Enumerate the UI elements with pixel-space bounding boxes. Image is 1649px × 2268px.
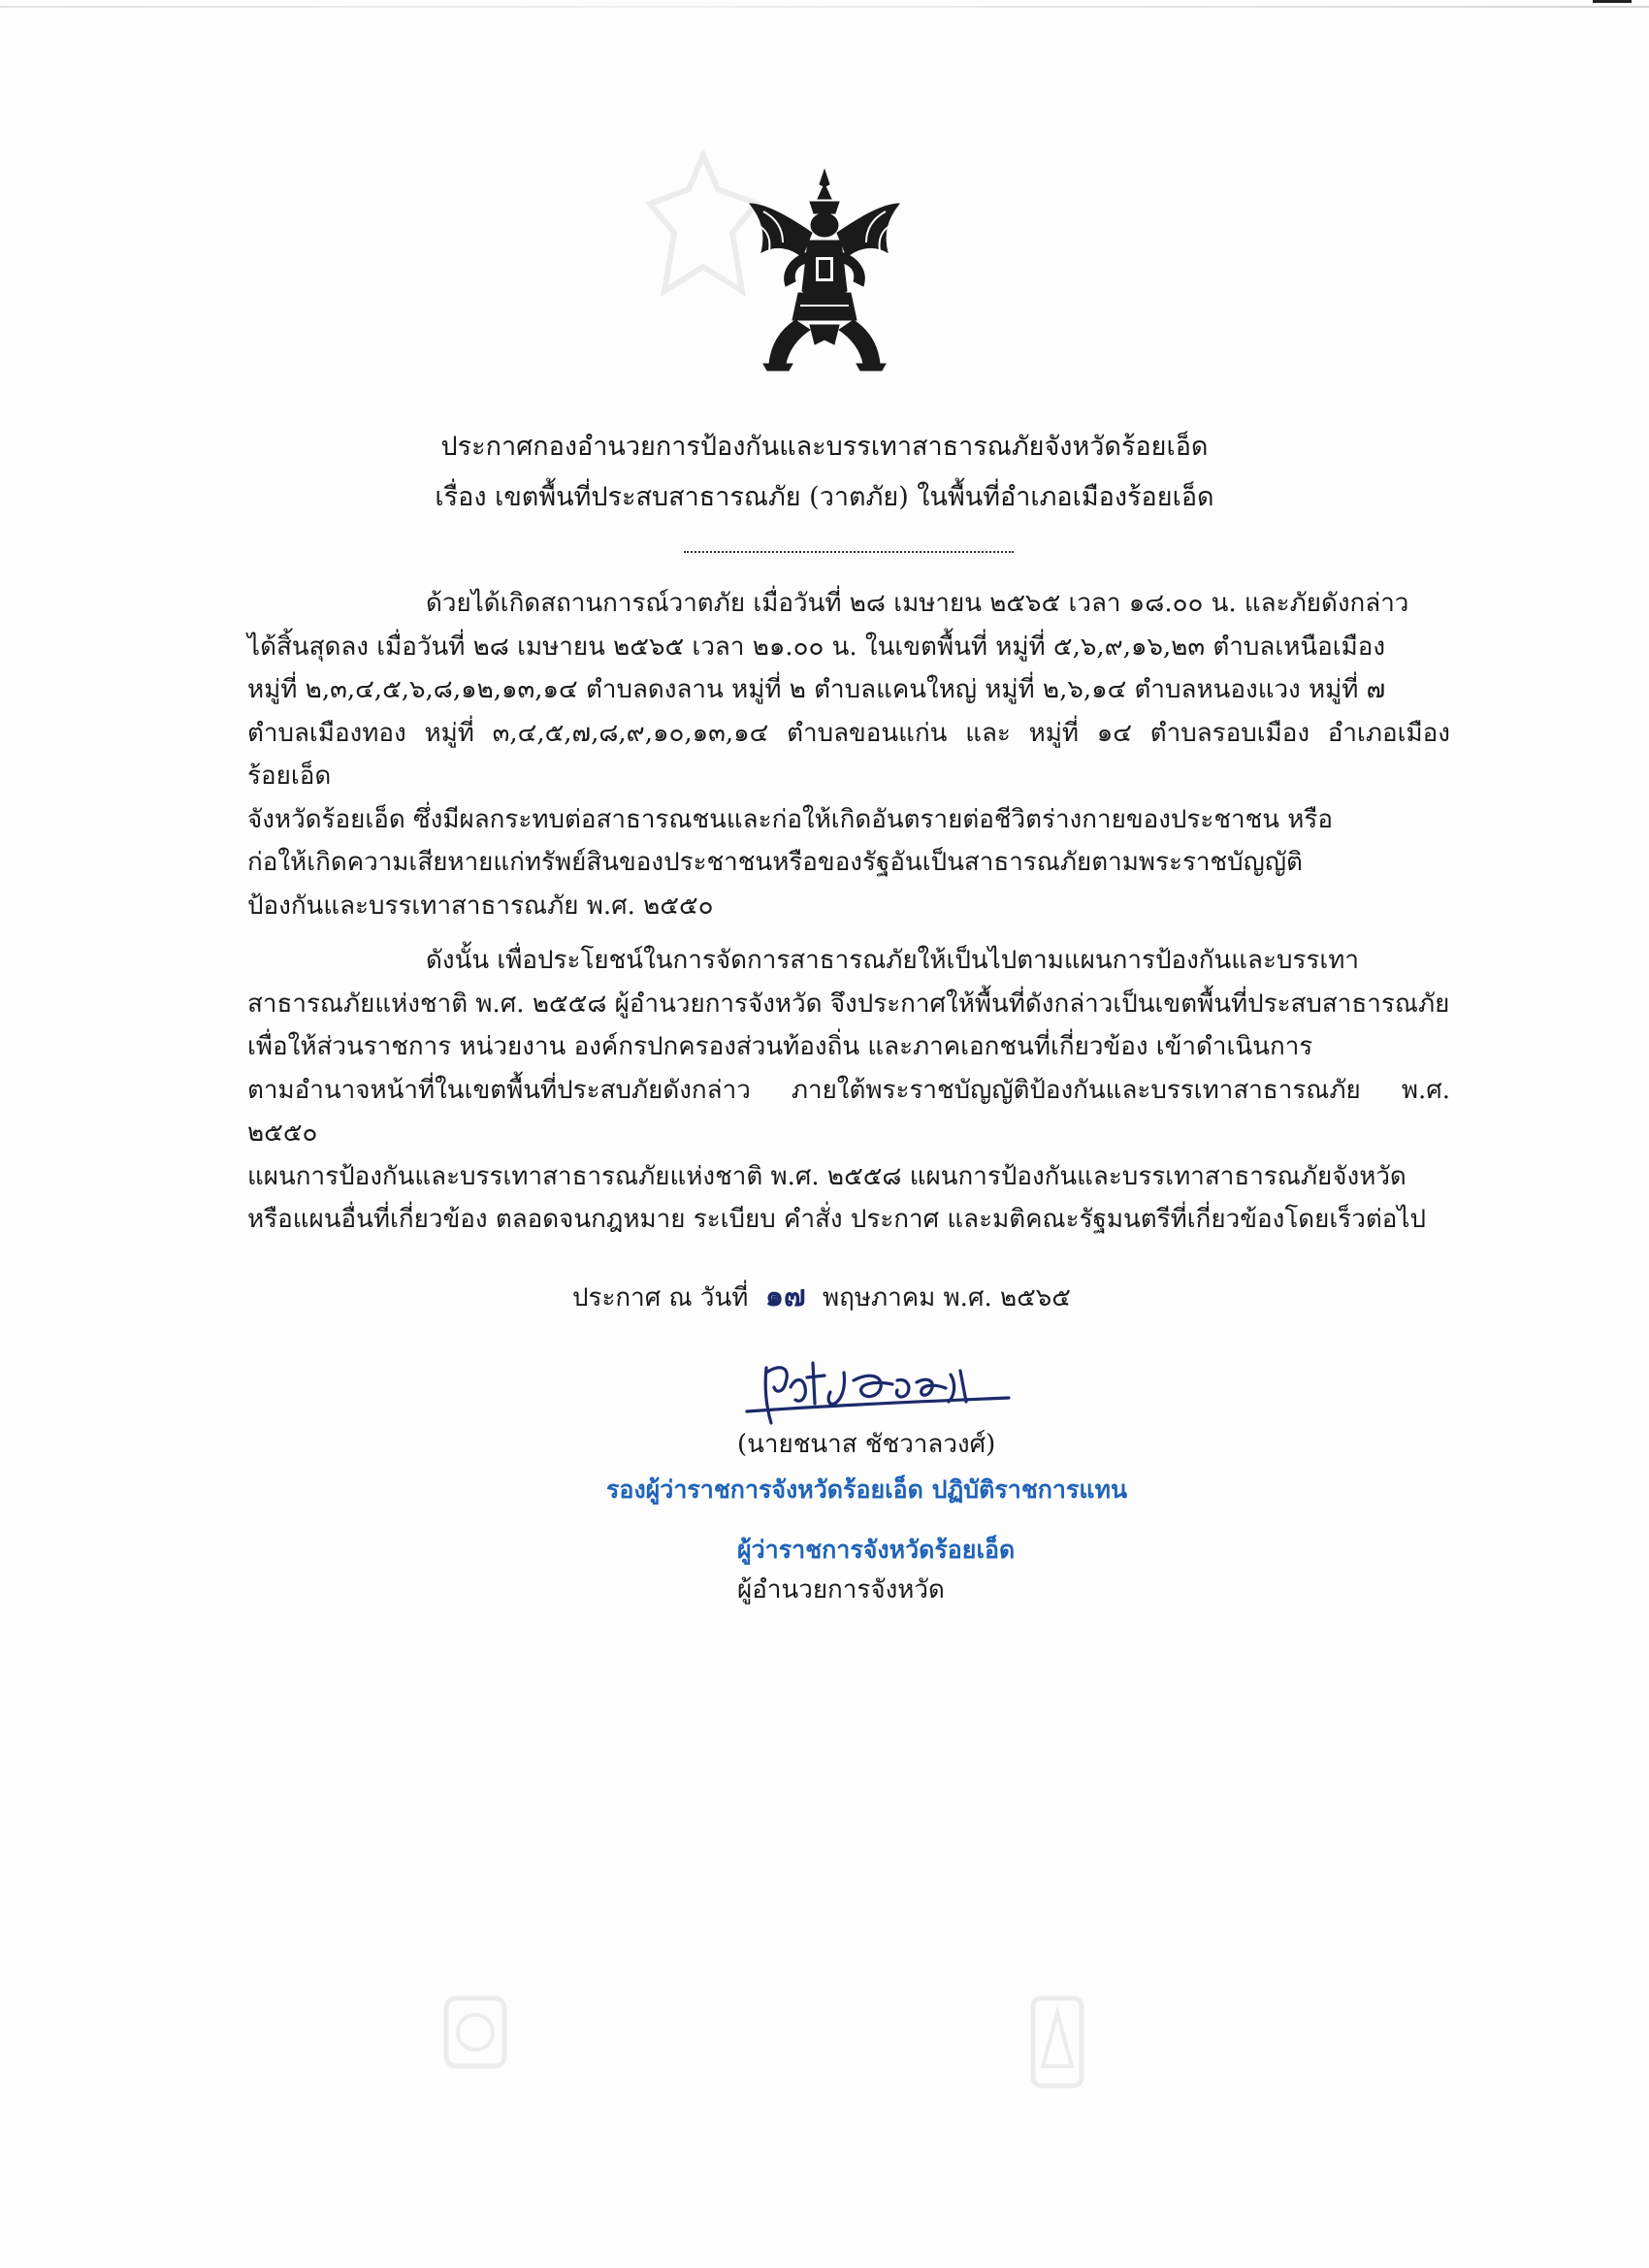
paragraph-line: ดังนั้น เพื่อประโยชน์ในการจัดการสาธารณภัยให้เป็นไปตามแผนการป้องกันและบรรเทา — [426, 946, 1359, 975]
garuda-emblem-icon — [742, 165, 907, 378]
paragraph-line: สาธารณภัยแห่งชาติ พ.ศ. ๒๕๕๘ ผู้อำนวยการจังหวัด จึงประกาศให้พื้นที่ดังกล่าวเป็นเขตพื้นที่ประสบสาธารณภัย — [247, 988, 1450, 1019]
paragraph-line: แผนการป้องกันและบรรเทาสาธารณภัยแห่งชาติ พ.ศ. ๒๕๕๘ แผนการป้องกันและบรรเทาสาธารณภัยจังหวัด — [247, 1161, 1406, 1191]
paragraph-line: ป้องกันและบรรเทาสาธารณภัย พ.ศ. ๒๕๕๐ — [247, 891, 714, 921]
paragraph-line: จังหวัดร้อยเอ็ด ซึ่งมีผลกระทบต่อสาธารณชนและก่อให้เกิดอันตรายต่อชีวิตร่างกายของประชาชน หรือ — [247, 804, 1333, 834]
paragraph-line: ตามอำนาจหน้าที่ในเขตพื้นที่ประสบภัยดังกล่าว ภายใต้พระราชบัญญัติป้องกันและบรรเทาสาธารณภัย พ.ศ. ๒๕๕๐ — [247, 1075, 1450, 1148]
stamp-governor: ผู้ว่าราชการจังหวัดร้อยเอ็ด — [737, 1536, 1016, 1564]
announcement-title: ประกาศกองอำนวยการป้องกันและบรรเทาสาธารณภัยจังหวัดร้อยเอ็ด — [440, 432, 1209, 462]
announcement-dateline — [572, 1274, 1071, 1319]
paragraph-declaration — [247, 939, 1450, 1242]
scan-mark — [1593, 0, 1632, 3]
handwritten-signature — [737, 1334, 1028, 1431]
paragraph-line: ตำบลเมืองทอง หมู่ที่ ๓,๔,๕,๗,๘,๙,๑๐,๑๓,๑๔ ตำบลขอนแก่น และ หมู่ที่ ๑๔ ตำบลรอบเมือง อำเภอเมืองร้อยเอ็ด — [247, 718, 1450, 791]
dateline-suffix: พฤษภาคม พ.ศ. ๒๕๖๕ — [822, 1283, 1071, 1312]
announcement-header — [0, 422, 1649, 523]
paragraph-line: หมู่ที่ ๒,๓,๔,๕,๖,๘,๑๒,๑๓,๑๔ ตำบลดงลาน หมู่ที่ ๒ ตำบลแคนใหญ่ หมู่ที่ ๒,๖,๑๔ ตำบลหนองแวง หมู่ที่ ๗ — [247, 675, 1386, 704]
stamp-acting-deputy: รองผู้ว่าราชการจังหวัดร้อยเอ็ด ปฏิบัติราชการแทน — [606, 1475, 1128, 1504]
dotted-divider — [684, 551, 1014, 553]
dateline-day: ๑๗ — [764, 1280, 806, 1313]
signatory-position: ผู้อำนวยการจังหวัด — [737, 1575, 945, 1604]
scan-edge — [0, 6, 1649, 8]
announcement-subject: เรื่อง เขตพื้นที่ประสบสาธารณภัย (วาตภัย) ในพื้นที่อำเภอเมืองร้อยเอ็ด — [435, 482, 1214, 512]
paragraph-line: เพื่อให้ส่วนราชการ หน่วยงาน องค์กรปกครองส่วนท้องถิ่น และภาคเอกชนที่เกี่ยวข้อง เข้าดำเนินการ — [247, 1032, 1313, 1061]
paragraph-line: หรือแผนอื่นที่เกี่ยวข้อง ตลอดจนกฎหมาย ระเบียบ คำสั่ง ประกาศ และมติคณะรัฐมนตรีที่เกี่ยวข้องโดยเร็วต่อไป — [247, 1205, 1426, 1234]
bleed-through-logo-left — [436, 1989, 514, 2080]
bleed-through-logo-right — [1023, 1989, 1091, 2099]
dateline-prefix: ประกาศ ณ วันที่ — [572, 1283, 749, 1312]
paragraph-line: ด้วยได้เกิดสถานการณ์วาตภัย เมื่อวันที่ ๒๘ เมษายน ๒๕๖๕ เวลา ๑๘.๐๐ น. และภัยดังกล่าว — [426, 589, 1409, 618]
signatory-name: (นายชนาส ชัชวาลวงศ์) — [737, 1430, 996, 1459]
paragraph-line: ก่อให้เกิดความเสียหายแก่ทรัพย์สินของประชาชนหรือของรัฐอันเป็นสาธารณภัยตามพระราชบัญญัติ — [247, 848, 1303, 877]
paragraph-line: ได้สิ้นสุดลง เมื่อวันที่ ๒๘ เมษายน ๒๕๖๕ เวลา ๒๑.๐๐ น. ในเขตพื้นที่ หมู่ที่ ๕,๖,๙,๑๖,๒๓ ตำบลเหนือเมือง — [247, 632, 1386, 662]
paragraph-incident — [247, 582, 1450, 927]
